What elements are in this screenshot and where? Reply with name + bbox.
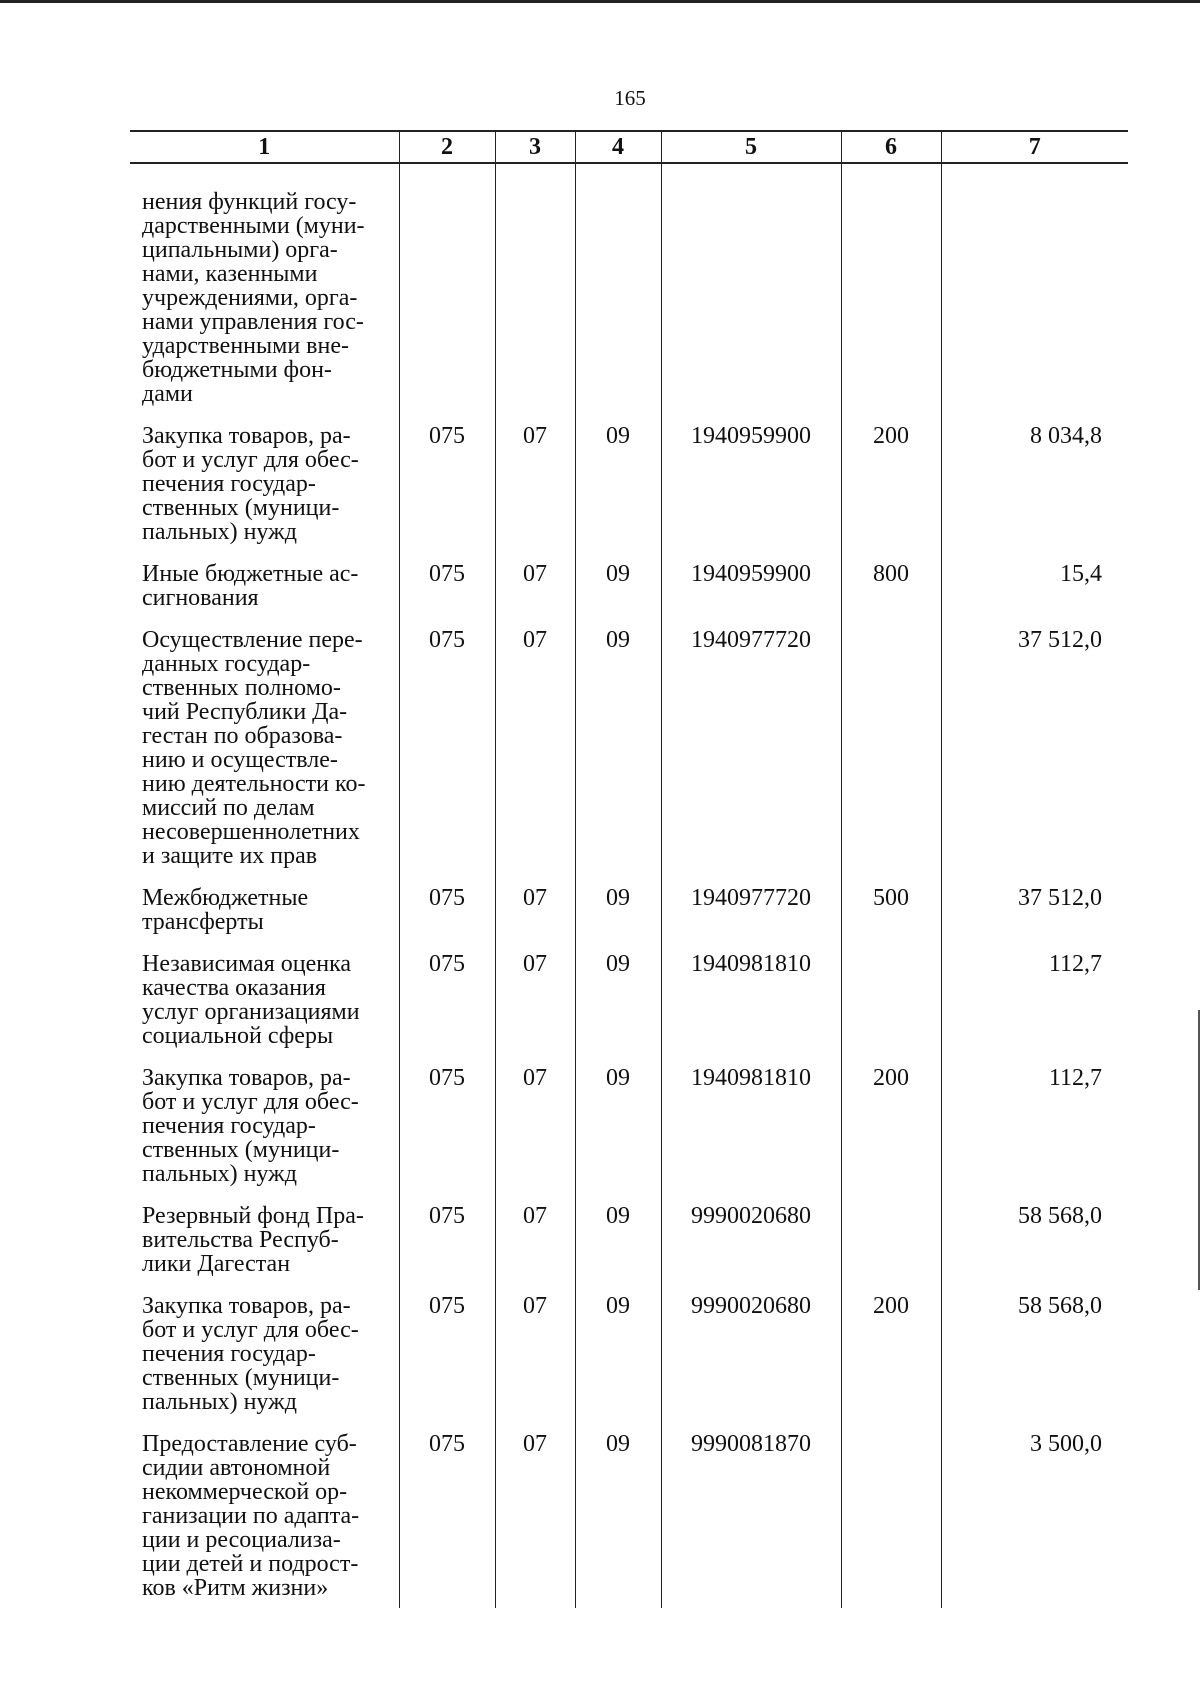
cell-section xyxy=(495,180,575,414)
table-row xyxy=(130,942,1128,1056)
cell-target-article: 1940959900 xyxy=(661,414,841,552)
cell-amount: 37 512,0 xyxy=(941,618,1128,876)
scan-top-edge xyxy=(0,0,1200,3)
cell-target-article: 1940977720 xyxy=(661,618,841,876)
cell-description: Закупка товаров, ра- бот и услуг для обес- печения государ- ственных (муници- пальных) нужд xyxy=(142,1065,359,1187)
cell-expense-type xyxy=(841,1422,941,1608)
table-row xyxy=(130,1194,1128,1284)
cell-amount: 15,4 xyxy=(941,552,1128,618)
header-col-1: 1 xyxy=(130,131,399,163)
header-col-3: 3 xyxy=(495,131,575,163)
table-row xyxy=(130,1284,1128,1422)
cell-section: 07 xyxy=(495,552,575,618)
cell-subsection: 09 xyxy=(575,1284,661,1422)
table-row xyxy=(130,414,1128,552)
cell-subsection: 09 xyxy=(575,414,661,552)
cell-subsection: 09 xyxy=(575,1422,661,1608)
table-row xyxy=(130,180,1128,414)
cell-amount: 112,7 xyxy=(941,1056,1128,1194)
header-col-4: 4 xyxy=(575,131,661,163)
cell-description: Закупка товаров, ра- бот и услуг для обес- печения государ- ственных (муници- пальных) нужд xyxy=(142,423,359,545)
cell-description: Закупка товаров, ра- бот и услуг для обес- печения государ- ственных (муници- пальных) нужд xyxy=(142,1293,359,1415)
cell-amount: 58 568,0 xyxy=(941,1284,1128,1422)
cell-ministry-code: 075 xyxy=(399,876,495,942)
cell-amount xyxy=(941,180,1128,414)
cell-target-article: 1940981810 xyxy=(661,1056,841,1194)
cell-description: Независимая оценка качества оказания услуг организациями социальной сферы xyxy=(142,951,360,1049)
cell-target-article xyxy=(661,180,841,414)
header-col-2: 2 xyxy=(399,131,495,163)
cell-description: Резервный фонд Пра- вительства Респуб- лики Дагестан xyxy=(142,1203,364,1277)
cell-ministry-code: 075 xyxy=(399,414,495,552)
cell-target-article: 1940977720 xyxy=(661,876,841,942)
cell-section: 07 xyxy=(495,1194,575,1284)
cell-amount: 37 512,0 xyxy=(941,876,1128,942)
cell-subsection: 09 xyxy=(575,876,661,942)
cell-amount: 112,7 xyxy=(941,942,1128,1056)
cell-amount: 8 034,8 xyxy=(941,414,1128,552)
cell-expense-type: 200 xyxy=(841,414,941,552)
cell-amount: 58 568,0 xyxy=(941,1194,1128,1284)
cell-ministry-code: 075 xyxy=(399,942,495,1056)
cell-target-article: 1940981810 xyxy=(661,942,841,1056)
cell-expense-type xyxy=(841,180,941,414)
cell-section: 07 xyxy=(495,1056,575,1194)
cell-section: 07 xyxy=(495,876,575,942)
table-spacer-row xyxy=(130,163,1128,180)
cell-section: 07 xyxy=(495,1422,575,1608)
header-col-6: 6 xyxy=(841,131,941,163)
table-row xyxy=(130,1056,1128,1194)
cell-ministry-code: 075 xyxy=(399,1194,495,1284)
cell-target-article: 9990081870 xyxy=(661,1422,841,1608)
cell-expense-type: 200 xyxy=(841,1284,941,1422)
cell-subsection: 09 xyxy=(575,942,661,1056)
cell-expense-type xyxy=(841,942,941,1056)
cell-ministry-code: 075 xyxy=(399,1422,495,1608)
table-header-row xyxy=(130,131,1128,163)
cell-expense-type xyxy=(841,1194,941,1284)
cell-target-article: 9990020680 xyxy=(661,1194,841,1284)
cell-ministry-code: 075 xyxy=(399,1056,495,1194)
cell-description: Межбюджетные трансферты xyxy=(142,885,309,935)
header-col-5: 5 xyxy=(661,131,841,163)
cell-expense-type: 800 xyxy=(841,552,941,618)
header-col-7: 7 xyxy=(941,131,1128,163)
cell-subsection xyxy=(575,180,661,414)
cell-description: нения функций госу- дарственными (муни- ципальными) орга- нами, казенными учреждениями, орга- нами управления гос- ударственными вне- бюджетными фон- дами xyxy=(142,189,365,407)
cell-expense-type xyxy=(841,618,941,876)
table-body xyxy=(130,163,1128,1608)
cell-ministry-code xyxy=(399,180,495,414)
budget-table xyxy=(130,130,1128,1608)
table-row xyxy=(130,552,1128,618)
cell-ministry-code: 075 xyxy=(399,618,495,876)
cell-subsection: 09 xyxy=(575,618,661,876)
cell-amount: 3 500,0 xyxy=(941,1422,1128,1608)
cell-description: Иные бюджетные ас- сигнования xyxy=(142,561,359,611)
cell-ministry-code: 075 xyxy=(399,1284,495,1422)
cell-ministry-code: 075 xyxy=(399,552,495,618)
cell-description: Осуществление пере- данных государ- ственных полномо- чий Республики Да- гестан по образова- нию и осуществле- нию деятельности ко- миссий по делам несовершеннолетних и защите их прав xyxy=(142,627,366,869)
table-row xyxy=(130,1422,1128,1608)
cell-expense-type: 200 xyxy=(841,1056,941,1194)
cell-section: 07 xyxy=(495,414,575,552)
cell-subsection: 09 xyxy=(575,552,661,618)
cell-section: 07 xyxy=(495,942,575,1056)
cell-target-article: 9990020680 xyxy=(661,1284,841,1422)
cell-target-article: 1940959900 xyxy=(661,552,841,618)
cell-section: 07 xyxy=(495,618,575,876)
table-row xyxy=(130,618,1128,876)
cell-expense-type: 500 xyxy=(841,876,941,942)
cell-section: 07 xyxy=(495,1284,575,1422)
cell-subsection: 09 xyxy=(575,1194,661,1284)
cell-subsection: 09 xyxy=(575,1056,661,1194)
table-row xyxy=(130,876,1128,942)
cell-description: Предоставление суб- сидии автономной некоммерческой ор- ганизации по адапта- ции и ресоциализа- ции детей и подрост- ков «Ритм жизни» xyxy=(142,1431,360,1601)
page-number: 165 xyxy=(614,86,646,110)
